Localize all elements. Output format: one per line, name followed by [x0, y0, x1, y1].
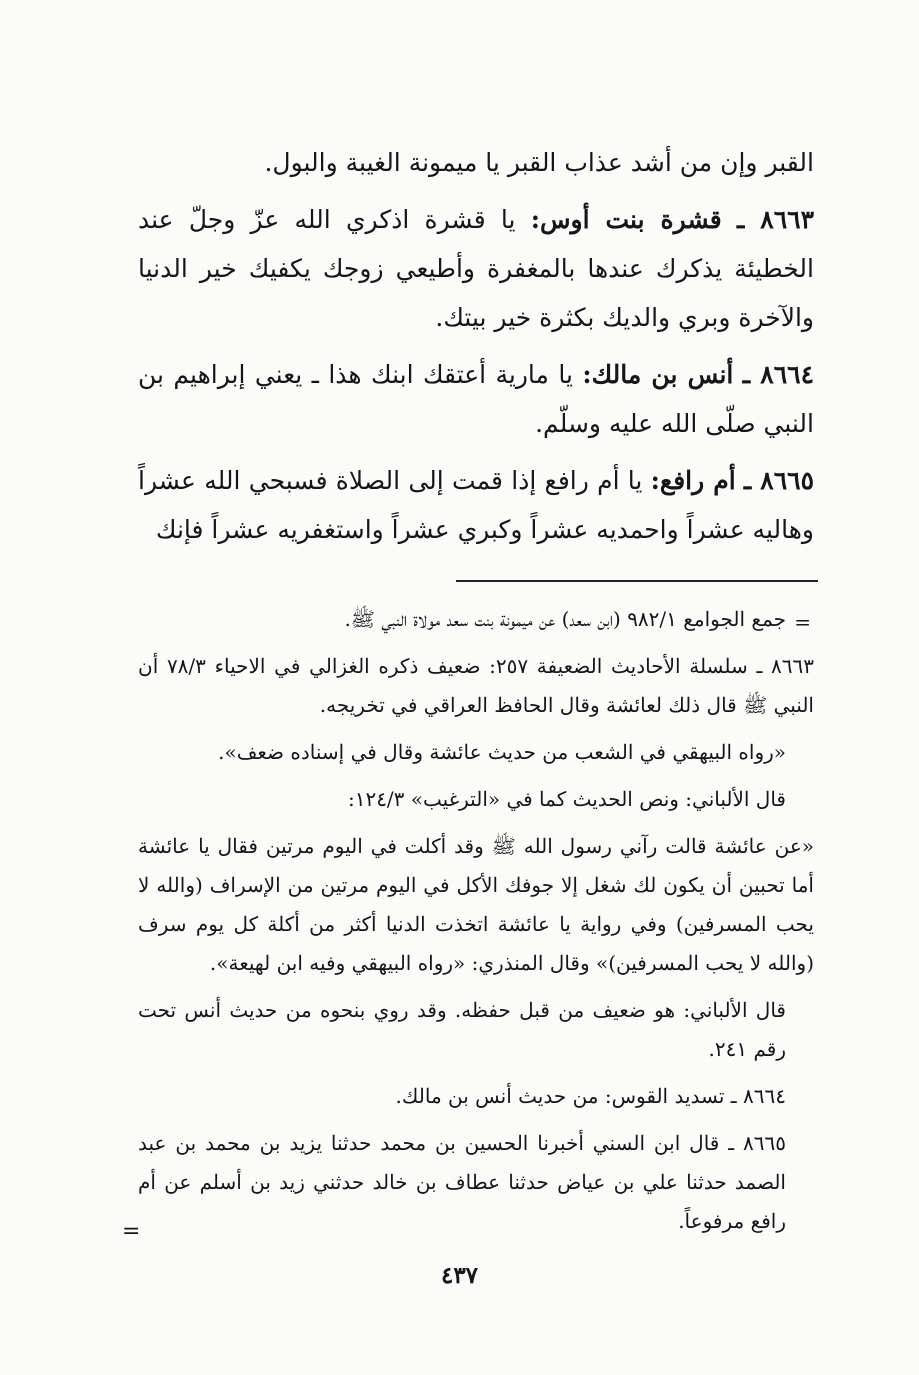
- continuation-mark-bottom: =: [122, 1219, 141, 1244]
- main-paragraph: [138, 456, 814, 554]
- entry-text: القبر وإن من أشد عذاب القبر يا ميمونة الغيبة والبول.: [264, 148, 814, 177]
- page-number: ٤٣٧: [440, 1262, 479, 1289]
- main-paragraph: [138, 195, 814, 342]
- entry-number: ٨٦٦٤ ـ: [742, 360, 815, 389]
- entry-text: يا أم رافع إذا قمت إلى الصلاة فسبحي الله عشراً وهاليه عشراً واحمديه عشراً وكبري عشراً واستغفريه عشراً فإنك: [138, 466, 814, 544]
- footnote-line: ٨٦٦٣ ـ سلسلة الأحاديث الضعيفة ٢٥٧: ضعيف ذكره الغزالي في الاحياء ٧٨/٣ أن النبي ﷺ قال ذلك لعائشة وقال الحافظ العراقي في تخريجه.: [138, 654, 814, 717]
- footnotes: [138, 600, 814, 1249]
- footnote-line: ٨٦٦٥ ـ قال ابن السني أخبرنا الحسين بن محمد حدثنا يزيد بن محمد بن عبد الصمد حدثنا علي بن عياض حدثنا عطاف بن خالد حدثني زيد بن أسلم عن أم رافع مرفوعاً.: [138, 1131, 786, 1233]
- entry-number: ٨٦٦٣ ـ: [736, 205, 814, 234]
- entry-text: يا مارية أعتقك ابنك هذا ـ يعني إبراهيم بن النبي صلّى الله عليه وسلّم.: [138, 360, 814, 438]
- footnote-line: قال الألباني: ونص الحديث كما في «الترغيب» ١٢٤/٣:: [347, 787, 786, 811]
- footnote-line: ٨٦٦٤ ـ تسديد القوس: من حديث أنس بن مالك.: [395, 1084, 786, 1108]
- entry-number: ٨٦٦٥ ـ: [743, 466, 814, 495]
- main-paragraph: [138, 350, 814, 448]
- footnote-separator: [456, 580, 818, 582]
- main-paragraph: [138, 138, 814, 187]
- footnote-line: جمع الجوامع ٩٨٢/١ (ابن سعد) عن ميمونة بنت سعد مولاة النبي ﷺ.: [344, 607, 786, 631]
- entry-text: يا قشرة اذكري الله عزّ وجلّ عند الخطيئة يذكرك عندها بالمغفرة وأطيعي زوجك يكفيك خير الدنيا والآخرة وبري والديك بكثرة خير بيتك.: [138, 205, 814, 332]
- entry-name: أنس بن مالك:: [582, 360, 734, 389]
- main-text: [138, 138, 814, 562]
- footnote-line: «رواه البيهقي في الشعب من حديث عائشة وقال في إسناده ضعف».: [218, 740, 786, 764]
- footnote-line: قال الألباني: هو ضعيف من قبل حفظه. وقد روي بنحوه من حديث أنس تحت رقم ٢٤١.: [138, 998, 786, 1061]
- footnote-line: «عن عائشة قالت رآني رسول الله ﷺ وقد أكلت في اليوم مرتين فقال يا عائشة أما تحبين أن يكون لك شغل إلا جوفك الأكل في اليوم مرتين من الإسراف (والله لا يحب المسرفين) وفي رواية يا عائشة اتخذت الدنيا أكثر من أكلة كل يوم سرف (والله لا يحب المسرفين)» وقال المنذري: «رواه البيهقي وفيه ابن لهيعة».: [138, 834, 814, 975]
- entry-name: أم رافع:: [650, 466, 736, 495]
- entry-name: قشرة بنت أوس:: [530, 205, 722, 234]
- continuation-mark-top: =: [794, 610, 811, 634]
